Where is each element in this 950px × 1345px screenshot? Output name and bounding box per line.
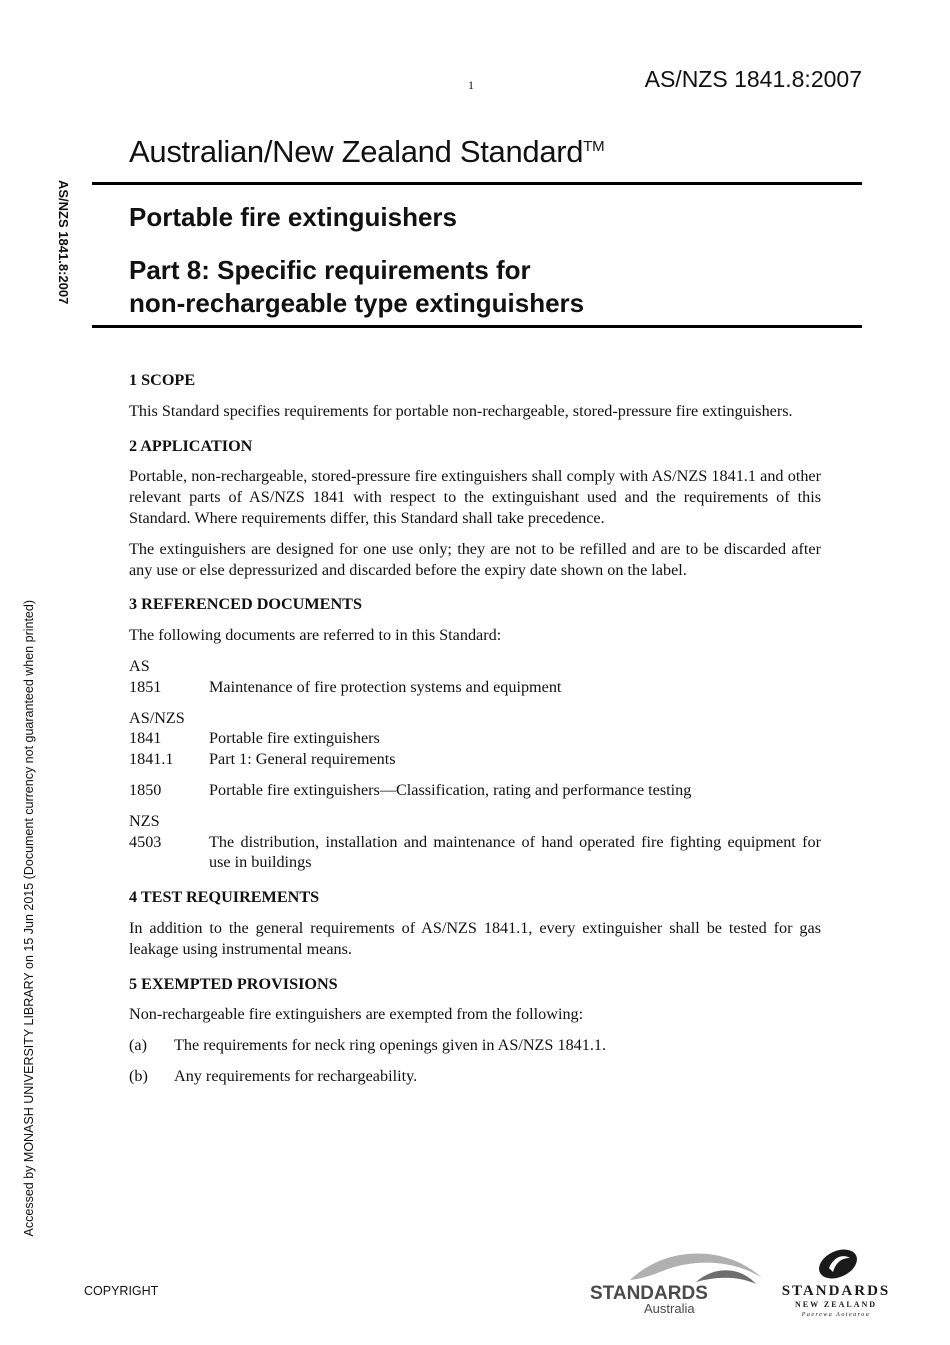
logo-snz-maori: Paerewa Aotearoa <box>801 1312 871 1318</box>
standards-new-zealand-logo <box>774 1248 899 1320</box>
list-item <box>129 1066 821 1087</box>
logo-sa-wordmark: STANDARDS <box>590 1283 708 1304</box>
standard-title-text: Australian/New Zealand Standard <box>129 134 584 169</box>
logo-snz-wordmark: STANDARDS <box>781 1283 891 1299</box>
logo-swoosh-dark <box>696 1270 756 1284</box>
logo-snz-country: NEW ZEALAND <box>794 1300 878 1309</box>
reference-row <box>129 749 821 770</box>
part-title-line-2: non-rechargeable type extinguishers <box>129 288 585 318</box>
reference-group-asnzs-1850 <box>129 780 821 801</box>
page-number: 1 <box>468 78 474 92</box>
reference-number: 1841 <box>129 729 162 748</box>
paragraph: In addition to the general requirements of AS/NZS 1841.1, every extinguisher shall be tested for gas leakage using instrumental means. <box>129 918 821 958</box>
document-id: AS/NZS 1841.8:2007 <box>644 66 862 92</box>
reference-number: 1841.1 <box>129 750 174 769</box>
paragraph: Non-rechargeable fire extinguishers are exempted from the following: <box>129 1005 584 1024</box>
reference-group-label: NZS <box>129 811 160 830</box>
reference-row <box>129 832 821 874</box>
list-item-label: (a) <box>129 1036 147 1055</box>
section-heading: 2 APPLICATION <box>129 436 253 455</box>
reference-row <box>129 677 821 698</box>
reference-group-label: AS/NZS <box>129 708 185 727</box>
standards-australia-logo <box>588 1248 768 1318</box>
section-heading: 4 TEST REQUIREMENTS <box>129 888 320 907</box>
trademark: TM <box>583 138 605 155</box>
paragraph: The extinguishers are designed for one use only; they are not to be refilled and are to be discarded after any use or else depressurized and discarded before the expiry date shown on the label. <box>129 539 821 579</box>
bottom-rule <box>92 325 862 328</box>
top-rule <box>92 182 862 185</box>
side-document-id: AS/NZS 1841.8:2007 <box>56 180 71 305</box>
list-item-text: The requirements for neck ring openings given in AS/NZS 1841.1. <box>174 1036 607 1055</box>
logo-emblem <box>814 1248 861 1284</box>
list-item-text: Any requirements for rechargeability. <box>174 1066 418 1085</box>
reference-title: The distribution, installation and maintenance of hand operated fire fighting equipment for use in buildings <box>209 832 821 872</box>
section-heading: 3 REFERENCED DOCUMENTS <box>129 595 362 614</box>
list-item <box>129 1035 821 1056</box>
reference-group-as <box>129 656 821 698</box>
reference-number: 1850 <box>129 780 162 799</box>
paragraph: The following documents are referred to in this Standard: <box>129 626 502 645</box>
reference-group-asnzs <box>129 708 821 770</box>
list-item-label: (b) <box>129 1066 148 1085</box>
section-heading: 5 EXEMPTED PROVISIONS <box>129 974 338 993</box>
section-exempted-provisions <box>129 974 821 1087</box>
reference-number: 1851 <box>129 677 162 696</box>
copyright-notice: COPYRIGHT <box>84 1284 159 1298</box>
section-test-requirements <box>129 887 821 959</box>
reference-title: Portable fire extinguishers—Classification, rating and performance testing <box>209 780 692 799</box>
logo-sa-sub: Australia <box>644 1301 695 1316</box>
reference-row <box>129 728 821 749</box>
document-body <box>129 370 821 1101</box>
access-note: Accessed by MONASH UNIVERSITY LIBRARY on 15 Jun 2015 (Document currency not guaranteed when printed) <box>22 600 36 1237</box>
reference-number: 4503 <box>129 832 162 851</box>
paragraph: Portable, non-rechargeable, stored-pressure fire extinguishers shall comply with AS/NZS 1841.1 and other relevant parts of AS/NZS 1841 with respect to the extinguishant used and the requirements of this Standard. Where requirements differ, this Standard shall take precedence. <box>129 467 821 527</box>
reference-title: Portable fire extinguishers <box>209 729 380 748</box>
reference-group-label: AS <box>129 656 150 675</box>
paragraph: This Standard specifies requirements for portable non-rechargeable, stored-pressure fire extinguishers. <box>129 401 793 420</box>
part-title-line-1: Part 8: Specific requirements for <box>129 255 531 285</box>
standard-title <box>129 134 604 170</box>
section-heading: 1 SCOPE <box>129 371 196 389</box>
section-scope <box>129 370 821 422</box>
main-title: Portable fire extinguishers <box>129 202 457 232</box>
reference-row <box>129 780 821 801</box>
part-title <box>129 254 584 320</box>
reference-title: Maintenance of fire protection systems and equipment <box>209 677 562 696</box>
reference-title: Part 1: General requirements <box>209 750 396 769</box>
section-references <box>129 594 821 873</box>
reference-group-nzs <box>129 811 821 873</box>
section-application <box>129 436 821 581</box>
